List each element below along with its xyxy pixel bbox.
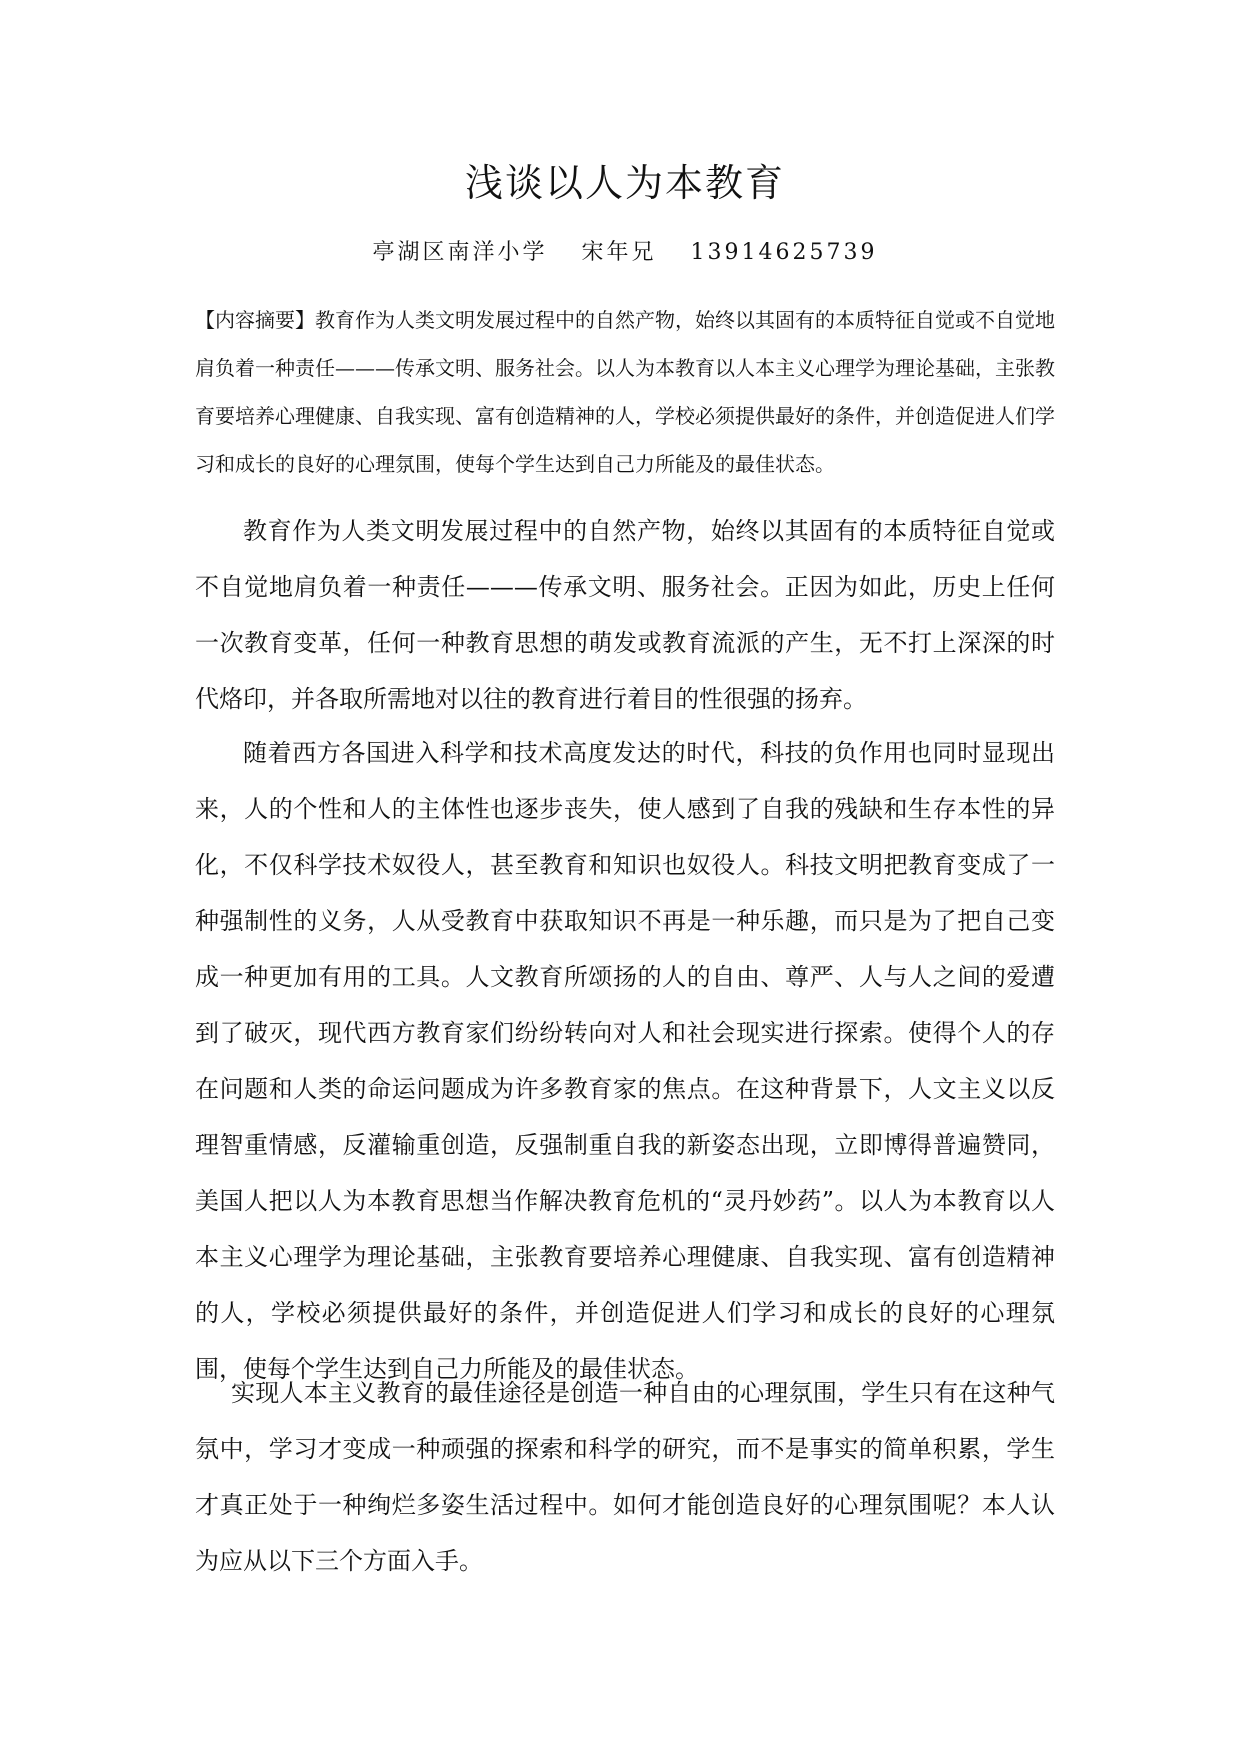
abstract: 【内容摘要】教育作为人类文明发展过程中的自然产物，始终以其固有的本质特征自觉或不自觉地肩负着一种责任———传承文明、服务社会。以人为本教育以人本主义心理学为理论基础，主张教育要培养心理健康、自我实现、富有创造精神的人，学校必须提供最好的条件，并创造促进人们学习和成长的良好的心理氛围，使每个学生达到自己力所能及的最佳状态。: [195, 308, 1055, 476]
author-school: 亭湖区南洋小学: [372, 240, 548, 265]
author-name: 宋年兄: [581, 240, 657, 265]
author-phone: 13914625739: [690, 240, 878, 265]
body-paragraph-2: 随着西方各国进入科学和技术高度发达的时代，科技的负作用也同时显现出来，人的个性和人的主体性也逐步丧失，使人感到了自我的残缺和生存本性的异化，不仅科学技术奴役人，甚至教育和知识也奴役人。科技文明把教育变成了一种强制性的义务，人从受教育中获取知识不再是一种乐趣，而只是为了把自己变成一种更加有用的工具。人文教育所颂扬的人的自由、尊严、人与人之间的爱遭到了破灭，现代西方教育家们纷纷转向对人和社会现实进行探索。使得个人的存在问题和人类的命运问题成为许多教育家的焦点。在这种背景下，人文主义以反理智重情感，反灌输重创造，反强制重自我的新姿态出现，立即博得普遍赞同，美国人把以人为本教育思想当作解决教育危机的“灵丹妙药”。以人为本教育以人本主义心理学为理论基础，主张教育要培养心理健康、自我实现、富有创造精神的人，学校必须提供最好的条件，并创造促进人们学习和成长的良好的心理氛围，使每个学生达到自己力所能及的最佳状态。: [195, 739, 1055, 1383]
page-title: 浅谈以人为本教育: [464, 161, 785, 205]
body-paragraph-1: 教育作为人类文明发展过程中的自然产物，始终以其固有的本质特征自觉或不自觉地肩负着一种责任———传承文明、服务社会。正因为如此，历史上任何一次教育变革，任何一种教育思想的萌发或教育流派的产生，无不打上深深的时代烙印，并各取所需地对以往的教育进行着目的性很强的扬弃。: [195, 517, 1055, 713]
author-line: [195, 238, 1055, 268]
body-paragraph-3: 实现人本主义教育的最佳途径是创造一种自由的心理氛围，学生只有在这种气氛中，学习才变成一种顽强的探索和科学的研究，而不是事实的简单积累，学生才真正处于一种绚烂多姿生活过程中。如何才能创造良好的心理氛围呢？本人认为应从以下三个方面入手。: [195, 1379, 1055, 1575]
